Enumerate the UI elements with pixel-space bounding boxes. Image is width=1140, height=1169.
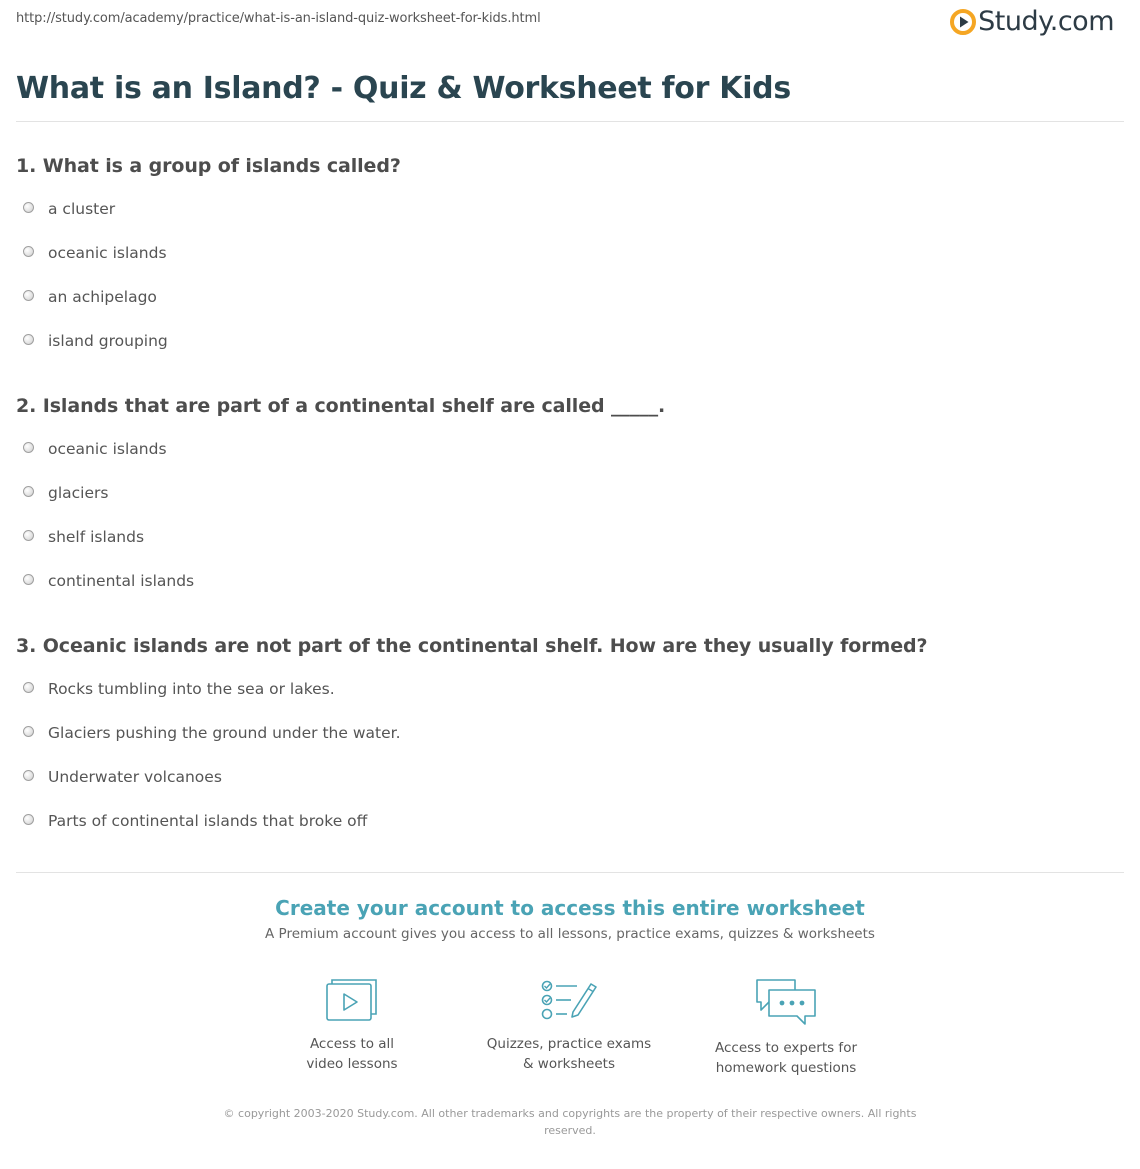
radio-button[interactable] bbox=[23, 726, 34, 737]
radio-button[interactable] bbox=[23, 486, 34, 497]
video-lessons-icon bbox=[324, 976, 380, 1024]
q1-option-4[interactable] bbox=[23, 332, 168, 350]
questions-divider bbox=[16, 872, 1124, 873]
radio-button[interactable] bbox=[23, 290, 34, 301]
radio-button[interactable] bbox=[23, 770, 34, 781]
chat-bubbles-icon bbox=[753, 976, 819, 1028]
create-account-link[interactable]: Create your account to access this entire worksheet bbox=[275, 896, 865, 920]
radio-button[interactable] bbox=[23, 202, 34, 213]
q2-option-4[interactable] bbox=[23, 572, 194, 590]
page-title: What is an Island? - Quiz & Worksheet for Kids bbox=[16, 71, 791, 106]
radio-button[interactable] bbox=[23, 814, 34, 825]
q3-option-4[interactable] bbox=[23, 812, 367, 830]
option-label: Rocks tumbling into the sea or lakes. bbox=[48, 680, 335, 698]
option-label: Parts of continental islands that broke off bbox=[48, 812, 368, 830]
page-url: http://study.com/academy/practice/what-is-an-island-quiz-worksheet-for-kids.html bbox=[16, 11, 541, 26]
option-label: glaciers bbox=[48, 484, 109, 502]
q2-option-2[interactable] bbox=[23, 484, 108, 502]
option-label: oceanic islands bbox=[48, 244, 167, 262]
option-label: continental islands bbox=[48, 572, 195, 590]
q2-option-3[interactable] bbox=[23, 528, 144, 546]
option-label: shelf islands bbox=[48, 528, 145, 546]
feature-label-line2: & worksheets bbox=[522, 1056, 615, 1072]
logo-text: Study.com bbox=[978, 6, 1114, 37]
copyright-line2: reserved. bbox=[544, 1124, 596, 1137]
study-logo[interactable] bbox=[950, 6, 1114, 37]
radio-button[interactable] bbox=[23, 334, 34, 345]
option-label: oceanic islands bbox=[48, 440, 167, 458]
feature-label-line1: Access to experts for bbox=[714, 1040, 857, 1056]
option-label: Glaciers pushing the ground under the water. bbox=[48, 724, 401, 742]
feature-label-line2: video lessons bbox=[306, 1056, 398, 1072]
feature-video-lessons bbox=[252, 976, 452, 1074]
radio-button[interactable] bbox=[23, 246, 34, 257]
option-label: island grouping bbox=[48, 332, 168, 350]
radio-button[interactable] bbox=[23, 682, 34, 693]
q2-option-1[interactable] bbox=[23, 440, 167, 458]
q1-option-1[interactable] bbox=[23, 200, 115, 218]
q3-option-2[interactable] bbox=[23, 724, 401, 742]
question-2: 2. Islands that are part of a continental shelf are called _____. bbox=[16, 395, 666, 417]
title-divider bbox=[16, 121, 1124, 122]
q1-option-2[interactable] bbox=[23, 244, 167, 262]
play-logo-icon bbox=[950, 9, 976, 35]
quiz-checklist-icon bbox=[539, 976, 599, 1024]
question-1: 1. What is a group of islands called? bbox=[16, 155, 401, 177]
option-label: an achipelago bbox=[48, 288, 157, 306]
feature-quizzes bbox=[469, 976, 669, 1074]
feature-experts bbox=[686, 976, 886, 1078]
feature-label-line2: homework questions bbox=[715, 1060, 857, 1076]
option-label: Underwater volcanoes bbox=[48, 768, 222, 786]
copyright-footer bbox=[210, 1105, 930, 1139]
radio-button[interactable] bbox=[23, 530, 34, 541]
premium-description: A Premium account gives you access to all lessons, practice exams, quizzes & worksheets bbox=[265, 926, 875, 942]
q3-option-3[interactable] bbox=[23, 768, 222, 786]
feature-label-line1: Quizzes, practice exams bbox=[486, 1036, 652, 1052]
question-3: 3. Oceanic islands are not part of the continental shelf. How are they usually formed? bbox=[16, 635, 928, 657]
q3-option-1[interactable] bbox=[23, 680, 335, 698]
feature-label-line1: Access to all bbox=[309, 1036, 395, 1052]
radio-button[interactable] bbox=[23, 442, 34, 453]
page-header bbox=[0, 0, 1140, 50]
option-label: a cluster bbox=[48, 200, 116, 218]
radio-button[interactable] bbox=[23, 574, 34, 585]
copyright-line1: © copyright 2003-2020 Study.com. All other trademarks and copyrights are the property of their respective owners. All rights bbox=[223, 1107, 917, 1120]
q1-option-3[interactable] bbox=[23, 288, 157, 306]
